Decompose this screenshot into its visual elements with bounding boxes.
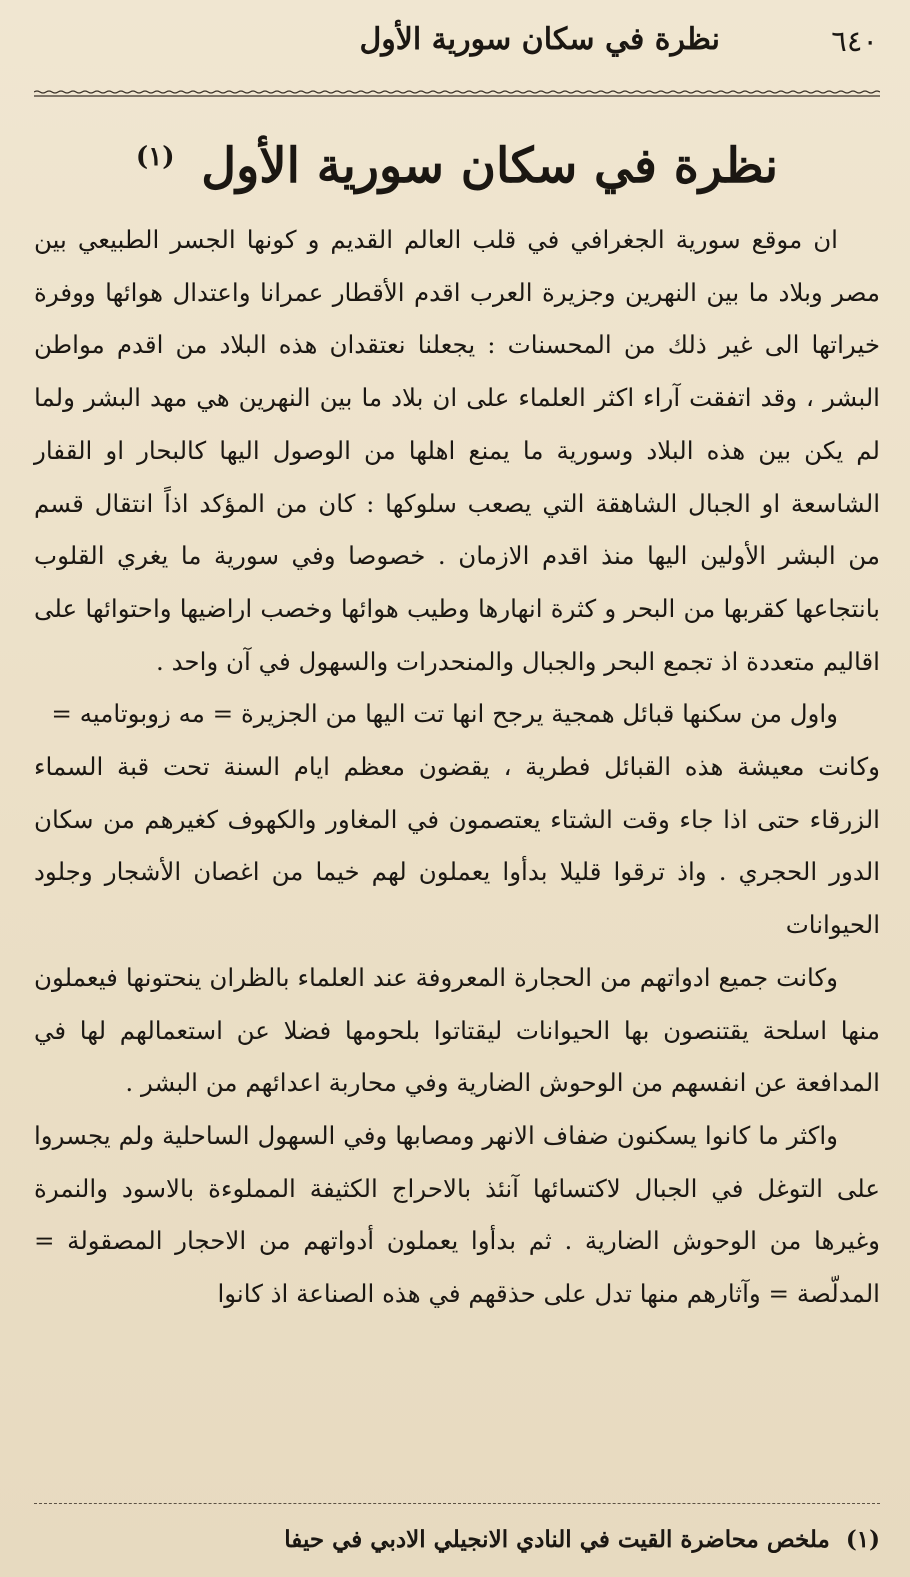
text-line: البشر ، وقد اتفقت آراء اكثر العلماء على ان بلاد ما بين النهرين هي مهد البشر	[83, 383, 880, 413]
text-line: يجسروا على التوغل في الجبال لاكتسائها آنئذ بالاحراج الكثيفة المملوءة بالاسود	[34, 1120, 880, 1203]
text-line: المصقولة = المدلّصة = وآثارهم منها تدل على حذقهم في هذه الصناعة اذ كانوا	[34, 1226, 880, 1309]
text-line: على اقاليم متعددة اذ تجمع البحر والجبال والمنحدرات والسهول في آن واحد .	[34, 593, 880, 676]
running-header	[34, 16, 880, 64]
text-line: واكثر ما كانوا يسكنون ضفاف الانهر ومصابها وفي السهول الساحلية ولم	[118, 1120, 838, 1150]
header-double-rule	[34, 90, 880, 97]
paragraph	[34, 214, 880, 688]
paragraph	[34, 952, 880, 1110]
paragraph	[34, 1110, 880, 1321]
text-line: وجلود الحيوانات	[34, 857, 880, 940]
text-line: ولما لم يكن بين هذه البلاد وسورية ما يمنع اهلها من الوصول اليها كالبحار او القفار	[34, 383, 880, 465]
text-line: والنمرة وغيرها من الوحوش الضارية . ثم بدأوا يعملون أدواتهم من الاحجار	[34, 1173, 880, 1256]
footnote	[284, 1526, 880, 1553]
page-number: ٦٤٠	[831, 24, 878, 58]
text-line: وكانت جميع ادواتهم من الحجارة المعروفة عند العلماء بالظران ينحتونها	[125, 962, 838, 992]
footnote-rule	[34, 1503, 880, 1504]
text-line: لها في المدافعة عن انفسهم من الوحوش الضارية وفي محاربة اعدائهم من البشر .	[34, 1015, 880, 1098]
article-title-text: نظرة في سكان سورية الأول	[201, 138, 779, 194]
header-rule	[34, 90, 880, 97]
text-line: البشر الأولين اليها منذ اقدم الازمان . خصوصا وفي سورية ما يغري القلوب	[34, 541, 836, 571]
running-title: نظرة في سكان سورية الأول	[359, 22, 720, 57]
footnote-marker: (١)	[845, 1526, 880, 1553]
footnote-text: ملخص محاضرة القيت في النادي الانجيلي الادبي في حيفا	[284, 1526, 830, 1553]
title-footnote-ref: (١)	[135, 142, 175, 172]
article-title	[34, 125, 880, 198]
paragraph	[34, 741, 880, 952]
text-line: فيعملون منها اسلحة يقتنصون بها الحيوانات ليقتاتوا بلحومها فضلا عن استعمالهم	[34, 962, 880, 1045]
paragraph	[34, 688, 880, 741]
text-line: وكانت معيشة هذه القبائل فطرية ، يقضون معظم ايام السنة تحت قبة السماء الزرقاء	[34, 752, 880, 834]
text-line: حتى اذا جاء وقت الشتاء يعتصمون في المغاور والكهوف كغيرهم من سكان	[34, 804, 801, 834]
text-line: بانتجاعها كقربها من البحر و كثرة انهارها وطيب هوائها وخصب اراضيها واحتوائها	[85, 593, 880, 623]
text-line: خيراتها الى غير ذلك من المحسنات : يجعلنا نعتقدان هذه البلاد من اقدم مواطن	[34, 330, 880, 360]
text-line: الشاسعة او الجبال الشاهقة التي يصعب سلوكها : كان من المؤكد اذاً انتقال قسم من	[34, 488, 880, 571]
text-line: واول من سكنها قبائل همجية يرجح انها تت اليها من الجزيرة = مه زوبوتاميه =	[51, 699, 838, 729]
article-body	[34, 214, 880, 1321]
text-line: ان موقع سورية الجغرافي في قلب العالم القديم و كونها الجسر الطبيعي بين مصر	[34, 225, 880, 307]
text-line: الدور الحجري . واذ ترقوا قليلا بدأوا يعملون لهم خيما من اغصان الأشجار	[104, 857, 880, 887]
text-line: وبلاد ما بين النهرين وجزيرة العرب اقدم الأقطار عمرانا واعتدال هوائها ووفرة	[34, 277, 823, 307]
